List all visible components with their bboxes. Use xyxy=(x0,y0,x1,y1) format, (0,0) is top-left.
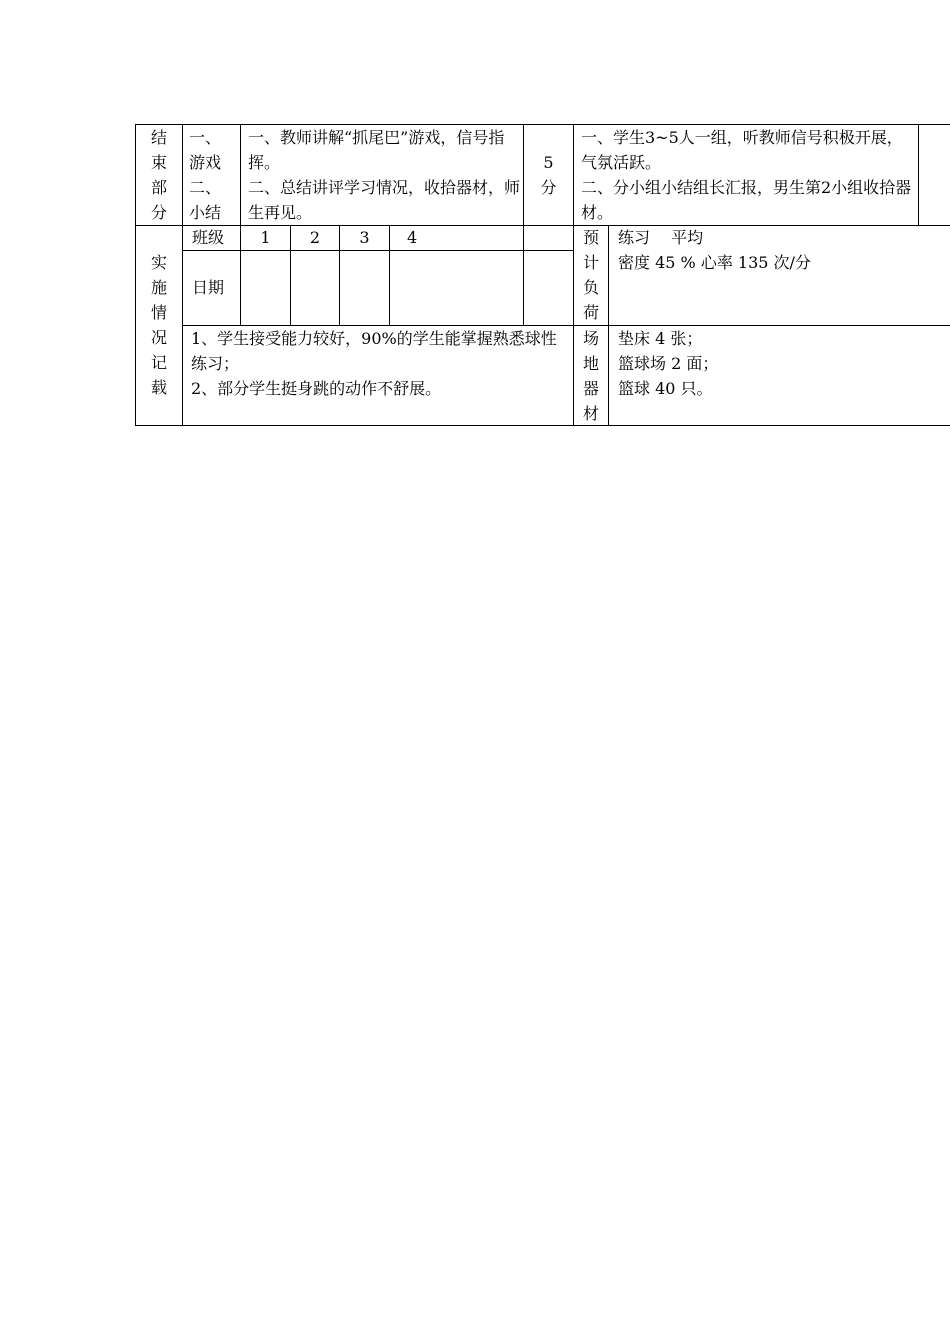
record-section-label: 实 施 情 况 记 载 xyxy=(150,253,167,397)
table-rule-class-4 xyxy=(523,225,524,326)
end-section-label: 结 束 部 分 xyxy=(150,128,167,222)
class-2: 2 xyxy=(309,228,321,247)
record-notes: 1、学生接受能力较好，90%的学生能掌握熟悉球性练习； 2、部分学生挺身跳的动作不舒展。 xyxy=(191,329,557,398)
end-section-time: 5 分 xyxy=(540,153,557,197)
table-rule-load-label xyxy=(608,225,609,426)
class-4: 4 xyxy=(407,228,418,247)
table-rule-label-column xyxy=(182,124,183,426)
venue-content: 垫床 4 张； 篮球场 2 面； 篮球 40 只。 xyxy=(618,329,719,398)
load-content: 练习 平均 密度 45 % 心率 135 次/分 xyxy=(618,228,811,272)
class-1: 1 xyxy=(260,228,271,247)
table-rule-organization-right xyxy=(918,124,919,226)
end-section-items: 一、 游戏 二、 小结 xyxy=(189,128,222,222)
table-rule-class-3 xyxy=(389,225,390,326)
date-label: 日期 xyxy=(192,278,225,297)
table-border-bottom xyxy=(135,425,950,426)
load-label: 预 计 负 荷 xyxy=(582,228,599,322)
class-label: 班级 xyxy=(192,228,225,247)
class-3: 3 xyxy=(359,228,370,247)
end-section-organization: 一、学生3~5人一组，听教师信号积极开展，气氛活跃。 二、分小组小结组长汇报，男生第2小组收拾器材。 xyxy=(581,128,912,222)
end-section-content: 一、教师讲解“抓尾巴”游戏，信号指挥。 二、总结讲评学习情况，收拾器材，师生再见。 xyxy=(248,128,521,222)
venue-label: 场 地 器 材 xyxy=(582,329,599,423)
